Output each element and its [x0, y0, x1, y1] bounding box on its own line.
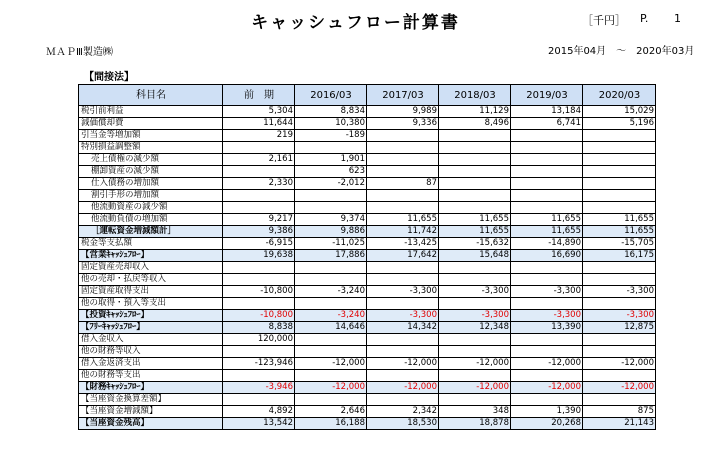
- value-cell: -3,300: [511, 286, 583, 298]
- value-cell: [583, 262, 656, 274]
- value-cell: 219: [223, 130, 295, 142]
- company-name: ＭＡＰⅢ製造㈱: [46, 47, 113, 58]
- value-cell: [367, 166, 439, 178]
- row-label: 他の財務等収入: [79, 346, 223, 358]
- value-cell: [295, 142, 367, 154]
- value-cell: [583, 346, 656, 358]
- value-cell: [439, 334, 511, 346]
- value-cell: 11,655: [511, 214, 583, 226]
- value-cell: -14,890: [511, 238, 583, 250]
- value-cell: 18,878: [439, 418, 511, 430]
- value-cell: [583, 298, 656, 310]
- value-cell: [583, 178, 656, 190]
- value-cell: [295, 370, 367, 382]
- row-label: 【ﾌﾘｰｷｬｯｼｭﾌﾛｰ】: [79, 322, 223, 334]
- value-cell: -12,000: [583, 382, 656, 394]
- row-label: 割引手形の増加額: [79, 190, 223, 202]
- row-label: 他の財務等支出: [79, 370, 223, 382]
- value-cell: 8,834: [295, 106, 367, 118]
- value-cell: [367, 190, 439, 202]
- value-cell: 9,386: [223, 226, 295, 238]
- value-cell: 10,380: [295, 118, 367, 130]
- value-cell: 20,268: [511, 418, 583, 430]
- value-cell: 13,542: [223, 418, 295, 430]
- value-cell: [223, 142, 295, 154]
- value-cell: -3,300: [511, 310, 583, 322]
- row-label: 固定資産取得支出: [79, 286, 223, 298]
- column-header-period: 前 期: [223, 85, 295, 106]
- value-cell: -3,240: [295, 310, 367, 322]
- value-cell: 14,342: [367, 322, 439, 334]
- value-cell: 5,196: [583, 118, 656, 130]
- value-cell: 21,143: [583, 418, 656, 430]
- table-row: [79, 106, 656, 118]
- table-row: [79, 358, 656, 370]
- value-cell: 11,655: [439, 226, 511, 238]
- value-cell: [511, 166, 583, 178]
- value-cell: 11,644: [223, 118, 295, 130]
- table-row: [79, 418, 656, 430]
- value-cell: 120,000: [223, 334, 295, 346]
- value-cell: -3,300: [583, 310, 656, 322]
- table-row: [79, 262, 656, 274]
- value-cell: 12,875: [583, 322, 656, 334]
- unit-label: ［千円］: [582, 14, 626, 27]
- value-cell: [295, 190, 367, 202]
- row-label: 【投資ｷｬｯｼｭﾌﾛｰ】: [79, 310, 223, 322]
- row-label: 税金等支払額: [79, 238, 223, 250]
- value-cell: [439, 178, 511, 190]
- value-cell: [295, 298, 367, 310]
- value-cell: 12,348: [439, 322, 511, 334]
- table-row: [79, 118, 656, 130]
- value-cell: -3,300: [439, 286, 511, 298]
- value-cell: [439, 190, 511, 202]
- table-row: [79, 286, 656, 298]
- column-header-period: 2019/03: [511, 85, 583, 106]
- table-row: [79, 202, 656, 214]
- row-label: 他流動資産の減少額: [79, 202, 223, 214]
- value-cell: [367, 262, 439, 274]
- value-cell: [295, 346, 367, 358]
- value-cell: [223, 166, 295, 178]
- value-cell: 11,655: [583, 226, 656, 238]
- value-cell: -3,300: [439, 310, 511, 322]
- value-cell: -12,000: [439, 382, 511, 394]
- value-cell: 8,838: [223, 322, 295, 334]
- column-header-period: 2018/03: [439, 85, 511, 106]
- value-cell: [511, 298, 583, 310]
- value-cell: 11,655: [583, 214, 656, 226]
- value-cell: [223, 370, 295, 382]
- value-cell: 16,188: [295, 418, 367, 430]
- value-cell: [511, 370, 583, 382]
- value-cell: [439, 394, 511, 406]
- value-cell: -11,025: [295, 238, 367, 250]
- value-cell: -13,425: [367, 238, 439, 250]
- value-cell: -3,300: [583, 286, 656, 298]
- value-cell: [511, 154, 583, 166]
- value-cell: 87: [367, 178, 439, 190]
- value-cell: 6,741: [511, 118, 583, 130]
- value-cell: [583, 190, 656, 202]
- row-label: 他流動負債の増加額: [79, 214, 223, 226]
- value-cell: [511, 262, 583, 274]
- value-cell: [583, 142, 656, 154]
- value-cell: [583, 166, 656, 178]
- value-cell: -12,000: [583, 358, 656, 370]
- value-cell: -3,946: [223, 382, 295, 394]
- value-cell: 16,175: [583, 250, 656, 262]
- column-header-period: 2016/03: [295, 85, 367, 106]
- value-cell: 5,304: [223, 106, 295, 118]
- value-cell: 15,029: [583, 106, 656, 118]
- value-cell: [583, 154, 656, 166]
- value-cell: [295, 334, 367, 346]
- value-cell: 9,336: [367, 118, 439, 130]
- table-row: [79, 394, 656, 406]
- value-cell: -12,000: [367, 382, 439, 394]
- value-cell: [511, 334, 583, 346]
- value-cell: -12,000: [367, 358, 439, 370]
- value-cell: [439, 346, 511, 358]
- value-cell: [511, 274, 583, 286]
- value-cell: [511, 178, 583, 190]
- column-header-period: 2020/03: [583, 85, 656, 106]
- value-cell: [439, 142, 511, 154]
- value-cell: -3,240: [295, 286, 367, 298]
- value-cell: -3,300: [367, 286, 439, 298]
- table-row: [79, 406, 656, 418]
- column-header-item: 科目名: [79, 85, 223, 106]
- table-row: [79, 346, 656, 358]
- value-cell: [439, 298, 511, 310]
- row-label: 【当座資金増減額】: [79, 406, 223, 418]
- value-cell: [439, 370, 511, 382]
- table-row: [79, 370, 656, 382]
- table-row: [79, 298, 656, 310]
- value-cell: 9,886: [295, 226, 367, 238]
- value-cell: -6,915: [223, 238, 295, 250]
- value-cell: 15,648: [439, 250, 511, 262]
- value-cell: [367, 274, 439, 286]
- value-cell: [583, 394, 656, 406]
- value-cell: 9,374: [295, 214, 367, 226]
- value-cell: [367, 142, 439, 154]
- value-cell: [367, 130, 439, 142]
- row-label: 引当金等増加額: [79, 130, 223, 142]
- row-label: 棚卸資産の減少額: [79, 166, 223, 178]
- value-cell: [223, 346, 295, 358]
- section-heading: 【間接法】: [84, 72, 134, 83]
- value-cell: [223, 262, 295, 274]
- row-label: 他の取得・預入等支出: [79, 298, 223, 310]
- table-row: [79, 322, 656, 334]
- value-cell: 8,496: [439, 118, 511, 130]
- value-cell: -10,800: [223, 310, 295, 322]
- row-label: 他の売却・払戻等収入: [79, 274, 223, 286]
- value-cell: [439, 262, 511, 274]
- value-cell: [583, 130, 656, 142]
- value-cell: [583, 334, 656, 346]
- value-cell: [511, 190, 583, 202]
- page-title: キャッシュフロー計算書: [251, 13, 460, 33]
- value-cell: 11,655: [367, 214, 439, 226]
- value-cell: [367, 202, 439, 214]
- value-cell: [223, 298, 295, 310]
- row-label: ［運転資金増減額計］: [79, 226, 223, 238]
- value-cell: 13,390: [511, 322, 583, 334]
- value-cell: [367, 154, 439, 166]
- value-cell: 18,530: [367, 418, 439, 430]
- value-cell: 1,390: [511, 406, 583, 418]
- value-cell: 16,690: [511, 250, 583, 262]
- period-range: 2015年04月 ～ 2020年03月: [548, 46, 695, 57]
- value-cell: 2,330: [223, 178, 295, 190]
- row-label: 【当座資金残高】: [79, 418, 223, 430]
- value-cell: [223, 394, 295, 406]
- page-label: P.: [640, 12, 649, 25]
- row-label: 税引前利益: [79, 106, 223, 118]
- value-cell: -123,946: [223, 358, 295, 370]
- value-cell: [583, 370, 656, 382]
- table-row: [79, 190, 656, 202]
- row-label: 【財務ｷｬｯｼｭﾌﾛｰ】: [79, 382, 223, 394]
- value-cell: 9,989: [367, 106, 439, 118]
- table-row: [79, 178, 656, 190]
- table-row: [79, 382, 656, 394]
- value-cell: 11,742: [367, 226, 439, 238]
- value-cell: [223, 274, 295, 286]
- row-label: 【当座資金換算差額】: [79, 394, 223, 406]
- value-cell: [583, 274, 656, 286]
- value-cell: [439, 202, 511, 214]
- table-row: [79, 226, 656, 238]
- row-label: 減価償却費: [79, 118, 223, 130]
- value-cell: -2,012: [295, 178, 367, 190]
- value-cell: 17,642: [367, 250, 439, 262]
- value-cell: [295, 394, 367, 406]
- value-cell: [367, 298, 439, 310]
- page-number: 1: [674, 12, 681, 25]
- table-row: [79, 130, 656, 142]
- value-cell: -12,000: [295, 358, 367, 370]
- value-cell: [439, 130, 511, 142]
- value-cell: -12,000: [295, 382, 367, 394]
- value-cell: -12,000: [511, 382, 583, 394]
- value-cell: 623: [295, 166, 367, 178]
- table-header-row: [79, 85, 656, 106]
- value-cell: [439, 154, 511, 166]
- value-cell: [295, 262, 367, 274]
- value-cell: [367, 334, 439, 346]
- row-label: 固定資産売却収入: [79, 262, 223, 274]
- table-row: [79, 250, 656, 262]
- value-cell: 1,901: [295, 154, 367, 166]
- value-cell: 11,655: [511, 226, 583, 238]
- cashflow-table: [78, 84, 656, 430]
- value-cell: 2,342: [367, 406, 439, 418]
- value-cell: 9,217: [223, 214, 295, 226]
- value-cell: -15,705: [583, 238, 656, 250]
- value-cell: -10,800: [223, 286, 295, 298]
- value-cell: -12,000: [511, 358, 583, 370]
- value-cell: [223, 202, 295, 214]
- value-cell: [511, 202, 583, 214]
- value-cell: 11,129: [439, 106, 511, 118]
- value-cell: [583, 202, 656, 214]
- column-header-period: 2017/03: [367, 85, 439, 106]
- value-cell: [295, 274, 367, 286]
- value-cell: [511, 130, 583, 142]
- value-cell: 2,161: [223, 154, 295, 166]
- value-cell: [367, 346, 439, 358]
- value-cell: [295, 202, 367, 214]
- value-cell: 875: [583, 406, 656, 418]
- table-row: [79, 334, 656, 346]
- row-label: 借入金収入: [79, 334, 223, 346]
- row-label: 【営業ｷｬｯｼｭﾌﾛｰ】: [79, 250, 223, 262]
- table-row: [79, 310, 656, 322]
- value-cell: -15,632: [439, 238, 511, 250]
- table-row: [79, 238, 656, 250]
- table-row: [79, 274, 656, 286]
- value-cell: [367, 394, 439, 406]
- table-row: [79, 166, 656, 178]
- row-label: 仕入債務の増加額: [79, 178, 223, 190]
- row-label: 借入金返済支出: [79, 358, 223, 370]
- value-cell: -189: [295, 130, 367, 142]
- value-cell: [439, 274, 511, 286]
- value-cell: [511, 142, 583, 154]
- value-cell: [367, 370, 439, 382]
- value-cell: [511, 394, 583, 406]
- value-cell: 348: [439, 406, 511, 418]
- value-cell: -3,300: [367, 310, 439, 322]
- value-cell: [439, 166, 511, 178]
- value-cell: [511, 346, 583, 358]
- value-cell: 11,655: [439, 214, 511, 226]
- value-cell: 19,638: [223, 250, 295, 262]
- table-row: [79, 214, 656, 226]
- value-cell: 17,886: [295, 250, 367, 262]
- value-cell: [223, 190, 295, 202]
- table-row: [79, 142, 656, 154]
- row-label: 売上債権の減少額: [79, 154, 223, 166]
- value-cell: 13,184: [511, 106, 583, 118]
- table-row: [79, 154, 656, 166]
- value-cell: 14,646: [295, 322, 367, 334]
- row-label: 特別損益調整額: [79, 142, 223, 154]
- value-cell: -12,000: [439, 358, 511, 370]
- value-cell: 4,892: [223, 406, 295, 418]
- value-cell: 2,646: [295, 406, 367, 418]
- table-body: [79, 106, 656, 430]
